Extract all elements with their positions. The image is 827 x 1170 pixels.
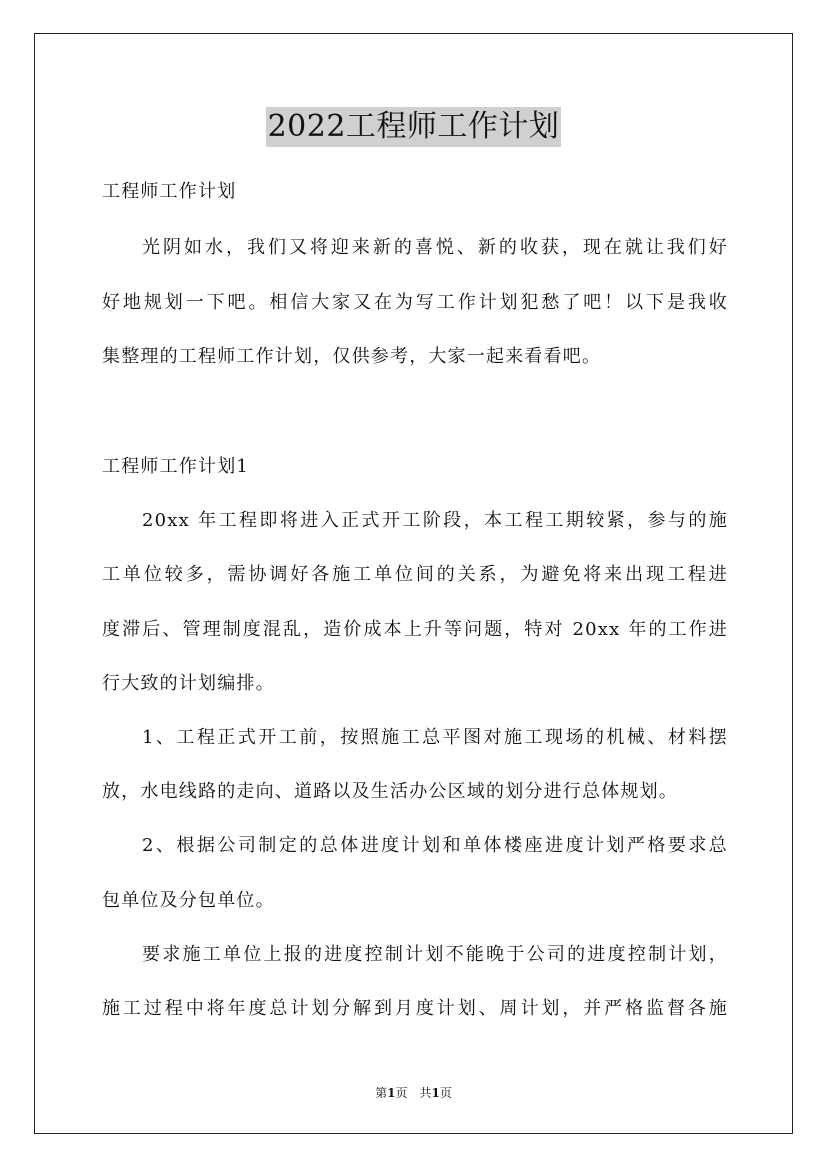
- intro-line-2: 好地规划一下吧。相信大家又在为写工作计划犯愁了吧！以下是我收: [102, 292, 728, 313]
- document-title: 2022工程师工作计划: [266, 107, 562, 147]
- footer-page-mid: 页 共: [395, 1086, 432, 1100]
- item1-line-2: 放，水电线路的走向、道路以及生活办公区域的划分进行总体规划。: [102, 781, 678, 802]
- plan1-line-3: 度滞后、管理制度混乱，造价成本上升等问题，特对 20xx 年的工作进: [102, 619, 728, 640]
- plan1-line-2: 工单位较多，需协调好各施工单位间的关系，为避免将来出现工程进: [102, 564, 728, 585]
- heading-plan1: 工程师工作计划1: [102, 456, 250, 477]
- plan1-line-4: 行大致的计划编排。: [102, 673, 275, 694]
- item1-line-1: 1、工程正式开工前，按照施工总平图对施工现场的机械、材料摆: [142, 727, 728, 748]
- page-footer: [35, 1084, 792, 1101]
- last-para-line-2: 施工过程中将年度总计划分解到月度计划、周计划，并严格监督各施: [102, 998, 728, 1019]
- intro-line-1: 光阴如水，我们又将迎来新的喜悦、新的收获，现在就让我们好: [142, 237, 728, 258]
- footer-page-prefix: 第: [375, 1086, 388, 1100]
- document-page: [34, 33, 793, 1134]
- item2-line-2: 包单位及分包单位。: [102, 890, 275, 911]
- title-wrap: [35, 107, 792, 147]
- plan1-line-1: 20xx 年工程即将进入正式开工阶段，本工程工期较紧，参与的施: [142, 510, 728, 531]
- footer-page-number: 1: [387, 1086, 396, 1100]
- intro-line-3: 集整理的工程师工作计划，仅供参考，大家一起来看看吧。: [102, 346, 602, 367]
- footer-page-suffix: 页: [439, 1086, 452, 1100]
- item2-line-1: 2、根据公司制定的总体进度计划和单体楼座进度计划严格要求总: [142, 835, 728, 856]
- footer-total-pages: 1: [431, 1086, 440, 1100]
- last-para-line-1: 要求施工单位上报的进度控制计划不能晚于公司的进度控制计划，: [142, 944, 728, 965]
- heading-intro: 工程师工作计划: [102, 181, 237, 202]
